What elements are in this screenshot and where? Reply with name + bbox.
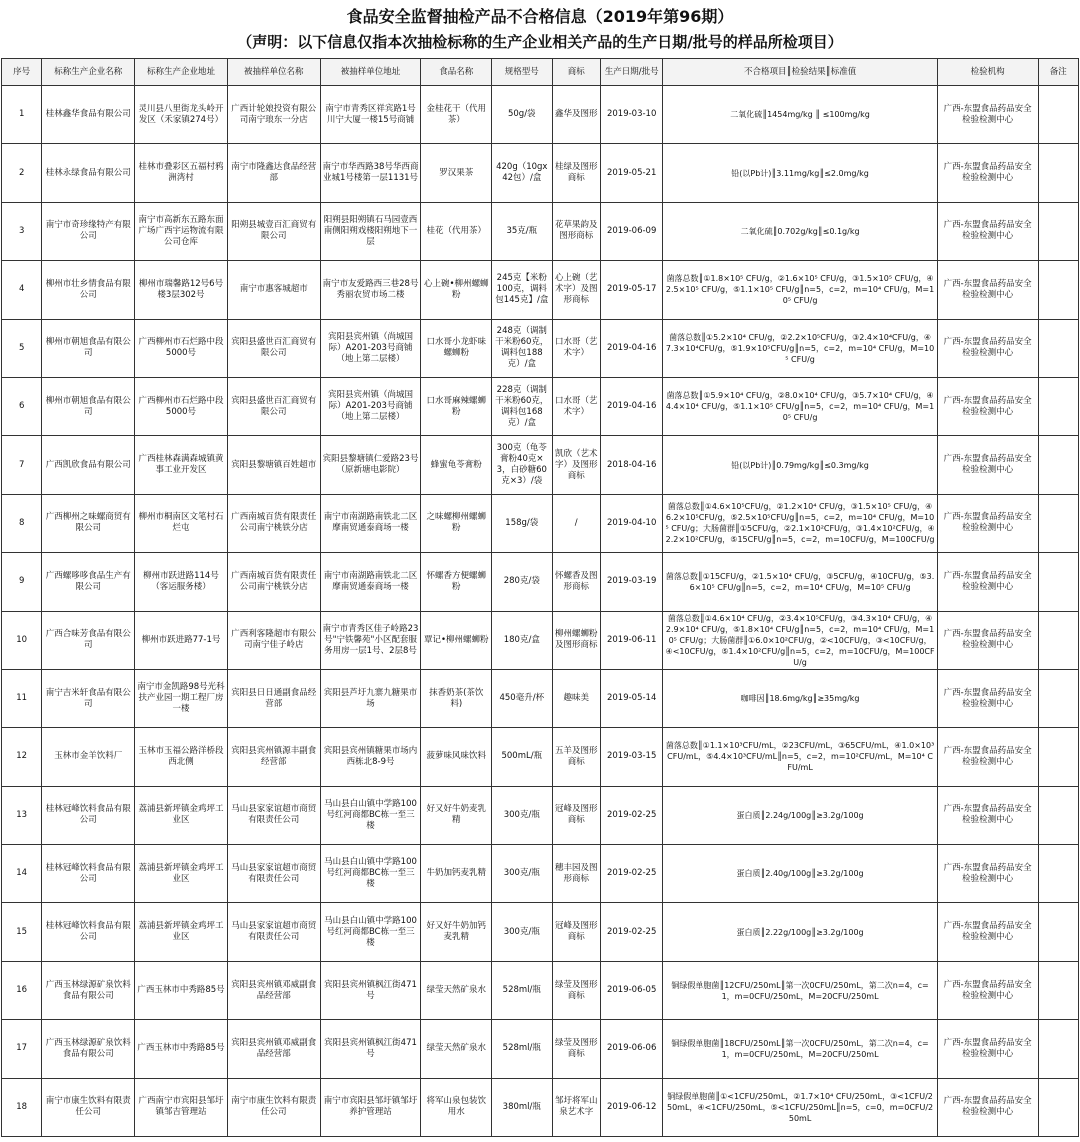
cell-sampled-address: 南宁市宾阳县邹圩镇邹圩养护管理站 — [320, 1078, 421, 1136]
cell-sampled-address: 南宁市南湖路南铁北二区摩南贸通泰商场一楼 — [320, 553, 421, 611]
cell-date: 2019-06-09 — [600, 202, 663, 260]
cell-brand: 五羊及图形商标 — [552, 728, 600, 786]
cell-spec: 450毫升/杯 — [492, 669, 553, 727]
cell-producer-address: 柳州市桐南区文笔村石烂屯 — [135, 494, 228, 552]
cell-failed-item: 蛋白质║2.22g/100g║≥3.2g/100g — [663, 903, 937, 961]
col-header-lab: 检验机构 — [937, 59, 1038, 86]
cell-note — [1038, 786, 1078, 844]
cell-failed-item: 蛋白质║2.40g/100g║≥3.2g/100g — [663, 845, 937, 903]
cell-note — [1038, 611, 1078, 669]
cell-lab: 广西-东盟食品药品安全检验检测中心 — [937, 436, 1038, 494]
cell-spec: 528ml/瓶 — [492, 961, 553, 1019]
cell-no: 4 — [2, 261, 42, 319]
cell-producer: 广西螺哆哆食品生产有限公司 — [42, 553, 135, 611]
cell-food-name: 心上碗•柳州螺蛳粉 — [421, 261, 492, 319]
table-row — [2, 728, 1079, 786]
cell-food-name: 金桂花干（代用茶） — [421, 86, 492, 144]
cell-food-name: 口水哥麻辣螺蛳粉 — [421, 377, 492, 435]
cell-failed-item: 二氧化硫║1454mg/kg ║ ≤100mg/kg — [663, 86, 937, 144]
cell-failed-item: 菌落总数║①1.1×10³CFU/mL，②23CFU/mL，③65CFU/mL，④1.0×10³CFU/mL，⑤4.4×10³CFU/mL║n=5，c=2，m=10²CFU/mL，M=10⁴ CFU/mL — [663, 728, 937, 786]
cell-spec: 35克/瓶 — [492, 202, 553, 260]
cell-producer: 广西凯欣食品有限公司 — [42, 436, 135, 494]
cell-brand: 柳州螺蛳粉及图形商标 — [552, 611, 600, 669]
table-row — [2, 786, 1079, 844]
cell-brand: / — [552, 494, 600, 552]
cell-failed-item: 铅(以Pb计)║0.79mg/kg║≤0.3mg/kg — [663, 436, 937, 494]
cell-brand: 邹圩将军山泉艺术字 — [552, 1078, 600, 1136]
cell-failed-item: 菌落总数║①15CFU/g，②1.5×10⁴ CFU/g，③5CFU/g，④10CFU/g，⑤3.6×10⁵ CFU/g║n=5，c=2，m=10⁴ CFU/g，M=10⁵ CFU/g — [663, 553, 937, 611]
cell-failed-item: 铜绿假单胞菌║12CFU/250mL║第一次0CFU/250mL，第二次n=4，c=1，m=0CFU/250mL，M=20CFU/250mL — [663, 961, 937, 1019]
cell-producer-address: 广西柳州市石烂路中段5000号 — [135, 319, 228, 377]
cell-producer-address: 广西柳州市石烂路中段5000号 — [135, 377, 228, 435]
cell-no: 16 — [2, 961, 42, 1019]
cell-spec: 300克/瓶 — [492, 845, 553, 903]
cell-lab: 广西-东盟食品药品安全检验检测中心 — [937, 319, 1038, 377]
cell-producer-address: 广西玉林市中秀路85号 — [135, 961, 228, 1019]
cell-brand: 冠峰及图形商标 — [552, 903, 600, 961]
cell-spec: 245克【米粉100克，调料包145克】/盒 — [492, 261, 553, 319]
cell-lab: 广西-东盟食品药品安全检验检测中心 — [937, 611, 1038, 669]
cell-no: 10 — [2, 611, 42, 669]
cell-sampled-unit: 南宁市隆鑫达食品经营部 — [227, 144, 320, 202]
cell-note — [1038, 144, 1078, 202]
cell-note — [1038, 903, 1078, 961]
cell-note — [1038, 845, 1078, 903]
cell-sampled-unit: 马山县家家谊超市商贸有限责任公司 — [227, 786, 320, 844]
cell-date: 2019-02-25 — [600, 845, 663, 903]
cell-brand: 心上碗（艺术字）及图形商标 — [552, 261, 600, 319]
col-header-sampled-address: 被抽样单位地址 — [320, 59, 421, 86]
cell-sampled-address: 宾阳县黎塘镇仁爱路23号（原新塘电影院） — [320, 436, 421, 494]
table-row — [2, 669, 1079, 727]
title-block — [0, 0, 1080, 58]
cell-no: 6 — [2, 377, 42, 435]
cell-sampled-unit: 广西南城百货有限责任公司南宁桃铁分店 — [227, 553, 320, 611]
table-row — [2, 144, 1079, 202]
cell-producer: 桂林冠峰饮料食品有限公司 — [42, 786, 135, 844]
cell-producer-address: 荔浦县新坪镇金鸡坪工业区 — [135, 786, 228, 844]
cell-brand: 冠峰及图形商标 — [552, 786, 600, 844]
cell-spec: 158g/袋 — [492, 494, 553, 552]
cell-lab: 广西-东盟食品药品安全检验检测中心 — [937, 261, 1038, 319]
cell-date: 2019-06-12 — [600, 1078, 663, 1136]
cell-sampled-address: 宾阳县宾州镇糖果市场内西栋北8-9号 — [320, 728, 421, 786]
cell-food-name: 菠萝味风味饮料 — [421, 728, 492, 786]
cell-no: 18 — [2, 1078, 42, 1136]
cell-producer: 柳州市朝旭食品有限公司 — [42, 377, 135, 435]
cell-spec: 300克/瓶 — [492, 786, 553, 844]
cell-lab: 广西-东盟食品药品安全检验检测中心 — [937, 669, 1038, 727]
cell-producer-address: 南宁市金凯路98号光科扶产业园一期工程厂房一楼 — [135, 669, 228, 727]
cell-note — [1038, 494, 1078, 552]
cell-spec: 380ml/瓶 — [492, 1078, 553, 1136]
cell-sampled-address: 南宁市青秀区祥宾路1号川宁大厦一楼15号商铺 — [320, 86, 421, 144]
cell-producer: 广西合味芳食品有限公司 — [42, 611, 135, 669]
cell-lab: 广西-东盟食品药品安全检验检测中心 — [937, 494, 1038, 552]
table-row — [2, 377, 1079, 435]
table-row — [2, 1078, 1079, 1136]
cell-note — [1038, 86, 1078, 144]
cell-sampled-address: 南宁市南湖路南铁北二区摩南贸通泰商场一楼 — [320, 494, 421, 552]
cell-spec: 50g/袋 — [492, 86, 553, 144]
cell-sampled-unit: 宾阳县日日通副食品经营部 — [227, 669, 320, 727]
cell-sampled-unit: 广西南城百货有限责任公司南宁桃铁分店 — [227, 494, 320, 552]
cell-food-name: 将军山泉包装饮用水 — [421, 1078, 492, 1136]
cell-date: 2019-03-10 — [600, 86, 663, 144]
cell-food-name: 绿莹天然矿泉水 — [421, 961, 492, 1019]
cell-sampled-address: 马山县白山镇中学路100号红河商都BC栋一至三楼 — [320, 845, 421, 903]
col-header-note: 备注 — [1038, 59, 1078, 86]
table-row — [2, 202, 1079, 260]
col-header-brand: 商标 — [552, 59, 600, 86]
cell-sampled-address: 南宁市友爱路西三巷28号秀丽农贸市场二楼 — [320, 261, 421, 319]
cell-sampled-unit: 南宁市康生饮料有限责任公司 — [227, 1078, 320, 1136]
cell-sampled-unit: 广西利客隆超市有限公司南宁佳子岭店 — [227, 611, 320, 669]
col-header-food-name: 食品名称 — [421, 59, 492, 86]
cell-note — [1038, 553, 1078, 611]
cell-no: 1 — [2, 86, 42, 144]
cell-brand: 绿莹及图形商标 — [552, 961, 600, 1019]
cell-food-name: 桂花（代用茶） — [421, 202, 492, 260]
cell-producer-address: 柳州市跃进路114号（客运服务楼） — [135, 553, 228, 611]
cell-spec: 300克（龟苓膏粉40克×3，白砂糖60克×3）/袋 — [492, 436, 553, 494]
cell-failed-item: 菌落总数║①4.6×10⁴ CFU/g，②3.4×10⁵CFU/g，③4.3×10⁴ CFU/g，④2.9×10⁴ CFU/g，⑤1.8×10⁴ CFU/g║n=5，c=2，m=10⁴ CFU/g，M=10⁵ CFU/g；大肠菌群║①6.0×10²CFU/g，②<10CFU/g，③<10CFU/g，④<10CFU/g，⑤1.4×10²CFU/g║n=5，c=2，m=10CFU/g，M=100CFU/g — [663, 611, 937, 669]
cell-sampled-unit: 宾阳县黎塘镇百姓超市 — [227, 436, 320, 494]
cell-failed-item: 咖啡因║18.6mg/kg║≥35mg/kg — [663, 669, 937, 727]
cell-date: 2019-06-06 — [600, 1020, 663, 1078]
cell-failed-item: 菌落总数║①4.6×10⁵CFU/g，②1.2×10⁴ CFU/g，③1.5×10⁵ CFU/g，④6.2×10⁵CFU/g，⑤2.5×10⁵CFU/g║n=5，c=2，m=10⁴ CFU/g，M=10⁵ CFU/g；大肠菌群║①5CFU/g，②2.1×10²CFU/g，③1.4×10²CFU/g，④2.2×10²CFU/g，⑤15CFU/g║n=5，c=2，m=10CFU/g，M=100CFU/g — [663, 494, 937, 552]
cell-lab: 广西-东盟食品药品安全检验检测中心 — [937, 728, 1038, 786]
cell-producer: 桂林冠峰饮料食品有限公司 — [42, 845, 135, 903]
cell-brand: 鑫华及图形 — [552, 86, 600, 144]
table-body — [2, 86, 1079, 1137]
cell-sampled-unit: 宾阳县盛世百汇商贸有限公司 — [227, 377, 320, 435]
table-row — [2, 611, 1079, 669]
cell-producer: 南宁市奇珍缘特产有限公司 — [42, 202, 135, 260]
cell-lab: 广西-东盟食品药品安全检验检测中心 — [937, 845, 1038, 903]
cell-note — [1038, 1078, 1078, 1136]
cell-producer-address: 柳州市跃进路77-1号 — [135, 611, 228, 669]
cell-sampled-address: 宾阳县宾州镇（尚城国际）A201-203号商铺（地上第二层楼） — [320, 319, 421, 377]
cell-date: 2019-02-25 — [600, 786, 663, 844]
col-header-no: 序号 — [2, 59, 42, 86]
cell-brand: 穗丰园及图形商标 — [552, 845, 600, 903]
cell-note — [1038, 377, 1078, 435]
cell-lab: 广西-东盟食品药品安全检验检测中心 — [937, 786, 1038, 844]
cell-lab: 广西-东盟食品药品安全检验检测中心 — [937, 553, 1038, 611]
cell-sampled-address: 阳朔县阳朔镇石马园壹西南侧阳朔戏楼阳朔地下一层 — [320, 202, 421, 260]
cell-note — [1038, 436, 1078, 494]
cell-failed-item: 菌落总数║①5.9×10⁴ CFU/g，②8.0×10⁴ CFU/g，③5.7×10⁴ CFU/g，④4.4×10⁴ CFU/g，⑤1.1×10⁵ CFU/g║n=5，c=2，m=10⁴ CFU/g，M=10⁵ CFU/g — [663, 377, 937, 435]
cell-sampled-unit: 阳朔县城壹百汇商贸有限公司 — [227, 202, 320, 260]
col-header-spec: 规格型号 — [492, 59, 553, 86]
cell-producer: 广西柳州之味螺商贸有限公司 — [42, 494, 135, 552]
cell-food-name: 牛奶加钙麦乳精 — [421, 845, 492, 903]
cell-producer-address: 柳州市瑞馨路12号6号楼3层302号 — [135, 261, 228, 319]
cell-date: 2019-03-15 — [600, 728, 663, 786]
cell-spec: 228克（调制干米粉60克，调料包168克）/盒 — [492, 377, 553, 435]
cell-producer-address: 玉林市玉福公路洋桥段西北侧 — [135, 728, 228, 786]
cell-food-name: 怀螺香方便螺蛳粉 — [421, 553, 492, 611]
cell-failed-item: 菌落总数║①1.8×10⁵ CFU/g，②1.6×10⁵ CFU/g，③1.5×10⁵ CFU/g，④2.5×10⁵ CFU/g，⑤1.1×10⁵ CFU/g║n=5，c=2，m=10⁴ CFU/g，M=10⁵ CFU/g — [663, 261, 937, 319]
table-row — [2, 845, 1079, 903]
table-row — [2, 961, 1079, 1019]
cell-lab: 广西-东盟食品药品安全检验检测中心 — [937, 1078, 1038, 1136]
col-header-producer-address: 标称生产企业地址 — [135, 59, 228, 86]
cell-food-name: 好又好牛奶麦乳精 — [421, 786, 492, 844]
table-row — [2, 261, 1079, 319]
cell-lab: 广西-东盟食品药品安全检验检测中心 — [937, 86, 1038, 144]
cell-sampled-unit: 宾阳县盛世百汇商贸有限公司 — [227, 319, 320, 377]
cell-lab: 广西-东盟食品药品安全检验检测中心 — [937, 377, 1038, 435]
cell-food-name: 蜂蜜龟苓膏粉 — [421, 436, 492, 494]
cell-producer-address: 桂林市叠彩区五福村鸦洲湾村 — [135, 144, 228, 202]
cell-failed-item: 铅(以Pb计)║3.11mg/kg║≤2.0mg/kg — [663, 144, 937, 202]
table-row — [2, 494, 1079, 552]
cell-no: 11 — [2, 669, 42, 727]
page-title: 食品安全监督抽检产品不合格信息（2019年第96期） — [346, 7, 734, 26]
cell-sampled-address: 宾阳县宾州镇（尚城国际）A201-203号商铺（地上第二层楼） — [320, 377, 421, 435]
cell-note — [1038, 1020, 1078, 1078]
cell-producer: 广西玉林绿源矿泉饮料食品有限公司 — [42, 961, 135, 1019]
col-header-producer: 标称生产企业名称 — [42, 59, 135, 86]
cell-no: 2 — [2, 144, 42, 202]
cell-note — [1038, 261, 1078, 319]
cell-sampled-unit: 宾阳县宾州镇源丰副食经营部 — [227, 728, 320, 786]
table-row — [2, 86, 1079, 144]
cell-no: 7 — [2, 436, 42, 494]
cell-date: 2019-06-05 — [600, 961, 663, 1019]
cell-food-name: 口水哥小龙虾味螺蛳粉 — [421, 319, 492, 377]
cell-sampled-address: 南宁市青秀区佳子岭路23号"宁铁馨苑"小区配套服务用房一层1号、2层8号 — [320, 611, 421, 669]
cell-producer: 柳州市壮乡情食品有限公司 — [42, 261, 135, 319]
cell-brand: 花草果韵及图形商标 — [552, 202, 600, 260]
cell-sampled-address: 马山县白山镇中学路100号红河商都BC栋一至三楼 — [320, 903, 421, 961]
page-subtitle: （声明：以下信息仅指本次抽检标称的生产企业相关产品的生产日期/批号的样品所检项目） — [237, 33, 843, 51]
cell-food-name: 罗汉果茶 — [421, 144, 492, 202]
table-row — [2, 436, 1079, 494]
cell-failed-item: 二氧化硫║0.702g/kg║≤0.1g/kg — [663, 202, 937, 260]
cell-no: 14 — [2, 845, 42, 903]
col-header-sampled-unit: 被抽样单位名称 — [227, 59, 320, 86]
cell-lab: 广西-东盟食品药品安全检验检测中心 — [937, 144, 1038, 202]
cell-food-name: 好又好牛奶加钙麦乳精 — [421, 903, 492, 961]
cell-spec: 528ml/瓶 — [492, 1020, 553, 1078]
cell-lab: 广西-东盟食品药品安全检验检测中心 — [937, 1020, 1038, 1078]
cell-producer: 广西玉林绿源矿泉饮料食品有限公司 — [42, 1020, 135, 1078]
table-row — [2, 1020, 1079, 1078]
table-header-row — [2, 59, 1079, 86]
table-row — [2, 553, 1079, 611]
cell-sampled-address: 宾阳县宾州镇枫江街471号 — [320, 961, 421, 1019]
cell-sampled-unit: 广西计轮娘投资有限公司南宁琅东一分店 — [227, 86, 320, 144]
cell-date: 2018-04-16 — [600, 436, 663, 494]
cell-producer-address: 南宁市高新东五路东面广场广西宇运物流有限公司仓库 — [135, 202, 228, 260]
cell-failed-item: 铜绿假单胞菌║①<1CFU/250mL，②1.7×10⁴ CFU/250mL，③<1CFU/250mL，④<1CFU/250mL，⑤<1CFU/250mL║n=5，c=0，m=0CFU/250mL — [663, 1078, 937, 1136]
cell-date: 2019-05-14 — [600, 669, 663, 727]
cell-sampled-unit: 马山县家家谊超市商贸有限责任公司 — [227, 903, 320, 961]
cell-producer-address: 广西桂林森满森城镇黄事工业开发区 — [135, 436, 228, 494]
cell-food-name: 绿莹天然矿泉水 — [421, 1020, 492, 1078]
table-row — [2, 319, 1079, 377]
cell-sampled-address: 南宁市华西路38号华西商业城1号楼第一层1131号 — [320, 144, 421, 202]
cell-spec: 500mL/瓶 — [492, 728, 553, 786]
cell-date: 2019-05-17 — [600, 261, 663, 319]
cell-lab: 广西-东盟食品药品安全检验检测中心 — [937, 903, 1038, 961]
cell-note — [1038, 728, 1078, 786]
cell-brand: 趣味美 — [552, 669, 600, 727]
cell-sampled-unit: 宾阳县宾州镇邓威副食品经营部 — [227, 1020, 320, 1078]
cell-no: 9 — [2, 553, 42, 611]
cell-date: 2019-04-10 — [600, 494, 663, 552]
col-header-failed-item: 不合格项目║检验结果║标准值 — [663, 59, 937, 86]
col-header-date: 生产日期/批号 — [600, 59, 663, 86]
cell-failed-item: 菌落总数║①5.2×10⁴ CFU/g，②2.2×10⁵CFU/g，③2.4×10⁴CFU/g，④7.3×10⁴CFU/g，⑤1.9×10⁵CFU/g║n=5，c=2，m=10⁴ CFU/g，M=10⁵ CFU/g — [663, 319, 937, 377]
cell-lab: 广西-东盟食品药品安全检验检测中心 — [937, 202, 1038, 260]
cell-date: 2019-05-21 — [600, 144, 663, 202]
cell-date: 2019-04-16 — [600, 319, 663, 377]
cell-spec: 420g（10gx42包）/盒 — [492, 144, 553, 202]
cell-no: 3 — [2, 202, 42, 260]
cell-spec: 280克/袋 — [492, 553, 553, 611]
cell-producer: 南宁吉米轩食品有限公司 — [42, 669, 135, 727]
cell-brand: 口水哥（艺术字） — [552, 319, 600, 377]
cell-brand: 凯欣（艺术字）及图形商标 — [552, 436, 600, 494]
cell-food-name: 覃记•柳州螺蛳粉 — [421, 611, 492, 669]
cell-date: 2019-02-25 — [600, 903, 663, 961]
cell-sampled-unit: 宾阳县宾州镇邓威副食品经营部 — [227, 961, 320, 1019]
cell-failed-item: 蛋白质║2.24g/100g║≥3.2g/100g — [663, 786, 937, 844]
cell-no: 12 — [2, 728, 42, 786]
cell-producer-address: 荔浦县新坪镇金鸡坪工业区 — [135, 903, 228, 961]
cell-producer-address: 广西南宁市宾阳县邹圩镇邹吉管理站 — [135, 1078, 228, 1136]
cell-producer: 玉林市金羊饮料厂 — [42, 728, 135, 786]
cell-producer: 桂林冠峰饮料食品有限公司 — [42, 903, 135, 961]
cell-spec: 300克/瓶 — [492, 903, 553, 961]
cell-note — [1038, 669, 1078, 727]
cell-brand: 桂绿及图形商标 — [552, 144, 600, 202]
cell-date: 2019-06-11 — [600, 611, 663, 669]
cell-producer-address: 灵川县八里街龙头岭开发区（禾家镇274号） — [135, 86, 228, 144]
cell-note — [1038, 202, 1078, 260]
cell-producer-address: 广西玉林市中秀路85号 — [135, 1020, 228, 1078]
cell-date: 2019-04-16 — [600, 377, 663, 435]
cell-sampled-address: 宾阳县宾州镇枫江街471号 — [320, 1020, 421, 1078]
cell-sampled-unit: 南宁市惠客城超市 — [227, 261, 320, 319]
cell-no: 5 — [2, 319, 42, 377]
cell-lab: 广西-东盟食品药品安全检验检测中心 — [937, 961, 1038, 1019]
cell-no: 17 — [2, 1020, 42, 1078]
cell-producer: 南宁市康生饮料有限责任公司 — [42, 1078, 135, 1136]
cell-brand: 绿莹及图形商标 — [552, 1020, 600, 1078]
cell-spec: 248克（调制干米粉60克，调料包188克）/盒 — [492, 319, 553, 377]
cell-brand: 口水哥（艺术字） — [552, 377, 600, 435]
cell-sampled-unit: 马山县家家谊超市商贸有限责任公司 — [227, 845, 320, 903]
cell-sampled-address: 马山县白山镇中学路100号红河商都BC栋一至三楼 — [320, 786, 421, 844]
cell-producer-address: 荔浦县新坪镇金鸡坪工业区 — [135, 845, 228, 903]
cell-producer: 桂林鑫华食品有限公司 — [42, 86, 135, 144]
cell-no: 15 — [2, 903, 42, 961]
inspection-table — [1, 58, 1079, 1137]
cell-food-name: 之味螺柳州螺蛳粉 — [421, 494, 492, 552]
cell-no: 8 — [2, 494, 42, 552]
cell-note — [1038, 961, 1078, 1019]
cell-producer: 桂林永绿食品有限公司 — [42, 144, 135, 202]
cell-date: 2019-03-19 — [600, 553, 663, 611]
cell-producer: 柳州市朝旭食品有限公司 — [42, 319, 135, 377]
cell-note — [1038, 319, 1078, 377]
cell-brand: 怀螺香及图形商标 — [552, 553, 600, 611]
cell-spec: 180克/盒 — [492, 611, 553, 669]
table-row — [2, 903, 1079, 961]
cell-no: 13 — [2, 786, 42, 844]
cell-failed-item: 铜绿假单胞菌║18CFU/250mL║第一次0CFU/250mL，第二次n=4，c=1，m=0CFU/250mL，M=20CFU/250mL — [663, 1020, 937, 1078]
cell-sampled-address: 宾阳县芦圩九寨九糖果市场 — [320, 669, 421, 727]
cell-food-name: 抹香奶茶(茶饮料) — [421, 669, 492, 727]
